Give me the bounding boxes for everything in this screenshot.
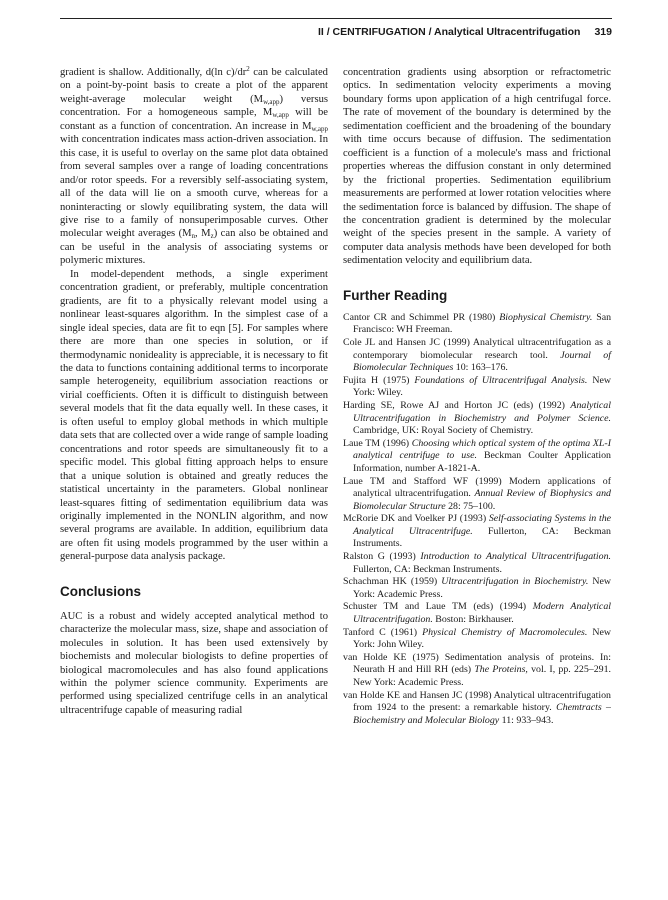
- reference-item: Laue TM (1996) Choosing which optical system of the optima XL-I analytical centrifuge to use. Beckman Coulter Application Information, number A-1821-A.: [343, 437, 611, 474]
- reference-item: van Holde KE (1975) Sedimentation analysis of proteins. In: Neurath H and Hill RH (eds) The Proteins, vol. I, pp. 225–291. New York: Academic Press.: [343, 651, 611, 689]
- conclusions-heading: Conclusions: [60, 583, 142, 599]
- reference-item: van Holde KE and Hansen JC (1998) Analytical ultracentrifugation from 1924 to the present: a remarkable history. Chemtracts – Biochemistry and Molecular Biology 11: 933–943.: [343, 689, 611, 726]
- paragraph-model-independent: gradient is shallow. Additionally, d(ln $c)/dr^2$ can be calculated on a point-by-point basis to create a plot of the apparent weight-average molecular weight $(M_{w,app})$ versus concentration. For a homogeneous sample, $M_{w,app}$ will be constant as a function of concentration. An increase in $M_{w,app}$ with concentration indicates mass action-driven association. In this case, it is useful to overlay on the same plot data obtained from several samples over a range of loading concentrations and/or rotor speeds. For a reversibly self-associating system, all of the data will lie on a smooth curve, whereas for a noninteracting or slowly equilibrating system, the data will give rise to a family of nonsuperimposable curves. Other molecular weight averages ($M_n$, $M_z$) can also be obtained and can be useful in the analysis of associating systems or polymeric mixtures.: [60, 65, 329, 267]
- reference-item: McRorie DK and Voelker PJ (1993) Self-associating Systems in the Analytical Ultracentrifuge. Fullerton, CA: Beckman Instruments.: [343, 513, 612, 550]
- right-column: [343, 66, 611, 727]
- running-title: II / CENTRIFUGATION / Analytical Ultracentrifugation: [317, 26, 581, 38]
- reference-list: [343, 312, 611, 728]
- paragraph-model-dependent: In model-dependent methods, a single experiment concentration gradient, or preferably, multiple concentration gradients, are fit to a physically relevant model using a nonlinear least-squares algorithm. In the simplest case of a single ideal species, data are fit to eqn [5]. For samples where there are more than one species in solution, or if thermodynamic nonideality is appreciable, it is necessary to fit the data to functions containing additional terms to incorporate sample heterogeneity, equilibrium association reactions or virial coefficients. Often it is difficult to distinguish between several models that fit the data equally well. In these cases, it is often useful to employ global methods in which multiple data sets that are collected over a wide range of sample loading concentrations and rotor speeds are simultaneously fit to a specific model. This global fitting approach helps to ensure that a unique solution is obtained and greatly reduces the statistical uncertainty in the parameters. Global nonlinear least-squares fitting of sedimentation equilibrium data was originally implemented in the NONLIN algorithm, and now several programs are available. In addition, equilibrium data are often fit using models programmed by the user within a general-purpose data analysis package.: [60, 268, 328, 563]
- further-reading-heading: Further Reading: [343, 287, 448, 303]
- reference-item: Cole JL and Hansen JC (1999) Analytical ultracentrifugation as a contemporary biomolecular research tool. Journal of Biomolecular Techniques 10: 163–176.: [343, 336, 611, 374]
- left-column: [60, 66, 328, 717]
- reference-item: Fujita H (1975) Foundations of Ultracentrifugal Analysis. New York: Wiley.: [343, 374, 611, 399]
- reference-item: Harding SE, Rowe AJ and Horton JC (eds) (1992) Analytical Ultracentrifugation in Biochemistry and Polymer Science. Cambridge, UK: Royal Society of Chemistry.: [343, 399, 611, 437]
- reference-item: Laue TM and Stafford WF (1999) Modern applications of analytical ultracentrifugation. Annual Review of Biophysics and Biomolecular Structure 28: 75–100.: [343, 475, 611, 512]
- reference-item: Schuster TM and Laue TM (eds) (1994) Modern Analytical Ultracentrifugation. Boston: Birkhauser.: [343, 601, 611, 626]
- reference-item: Ralston G (1993) Introduction to Analytical Ultracentrifugation. Fullerton, CA: Beckman Instruments.: [343, 551, 611, 575]
- paragraph-conclusions: AUC is a robust and widely accepted analytical method to characterize the molecular mass, size, shape and association of molecules in solution. It has been used extensively by biochemists and molecular biologists to define properties of biological macromolecules and has also found applications within the polymer science community. Experiments are performed using specialized centrifuge cells in an analytical ultracentrifuge capable of measuring radial: [60, 610, 328, 716]
- reference-item: Cantor CR and Schimmel PR (1980) Biophysical Chemistry. San Francisco: WH Freeman.: [343, 311, 612, 336]
- paragraph-conclusions-continued: concentration gradients using absorption or refractometric optics. In sedimentation velocity experiments a moving boundary forms upon application of a high centrifugal force. The rate of movement of the boundary is determined by the sedimentation coefficient and the broadening of the boundary with time occurs because of diffusion. The sedimentation coefficient is a function of a molecule's mass and frictional properties whereas the diffusion constant in only determined by the frictional properties. Sedimentation equilibrium measurements are performed at lower rotation velocities where the sedimentation force is balanced by diffusion. The shape of the concentration gradient is determined by the molecular weight of the species present in the sample. A variety of computer data analysis methods have been developed for both sedimentation velocity and equilibrium data.: [343, 67, 611, 267]
- page-number: 319: [594, 26, 612, 38]
- reference-item: Tanford C (1961) Physical Chemistry of Macromolecules. New York: John Wiley.: [343, 626, 611, 651]
- reference-item: Schachman HK (1959) Ultracentrifugation in Biochemistry. New York: Academic Press.: [343, 576, 612, 600]
- running-header: [318, 26, 612, 38]
- header-rule: [60, 18, 612, 19]
